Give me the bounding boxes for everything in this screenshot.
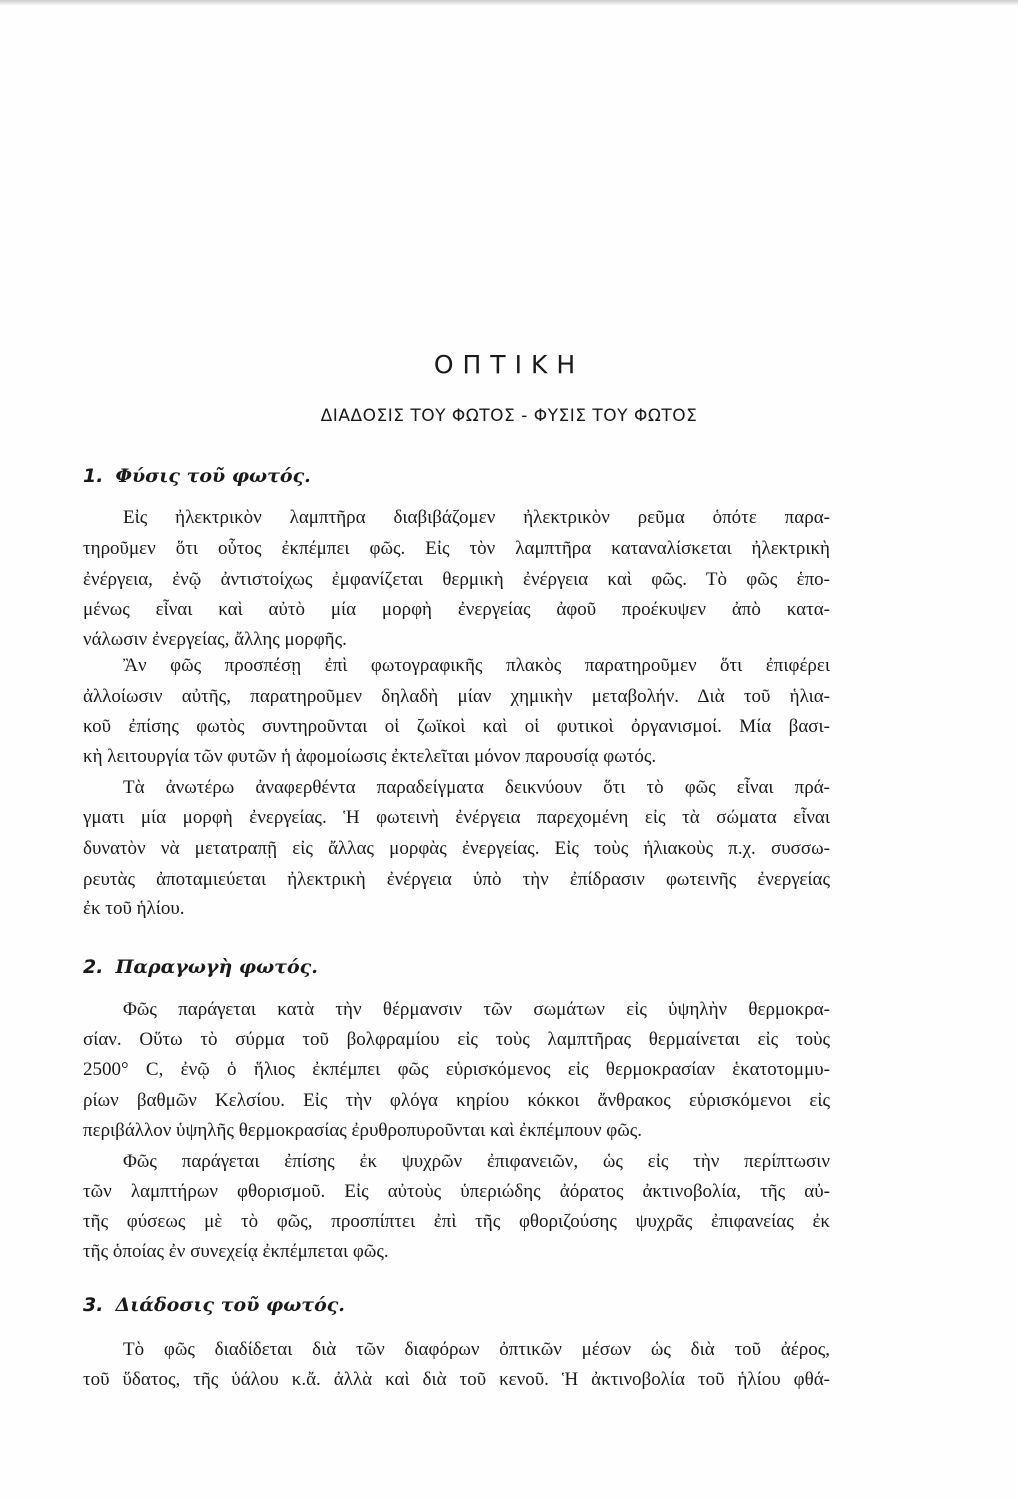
text-line: τηροῦμεν ὅτι οὗτος ἐκπέμπει φῶς. Εἰς τὸν λαμπτῆρα καταναλίσκεται ἠλεκτρικὴ: [83, 538, 830, 559]
text-line: Τὰ ἀνωτέρω ἀναφερθέντα παραδείγματα δεικνύουν ὅτι τὸ φῶς εἶναι πρά-: [123, 777, 830, 798]
text-line: μένως εἶναι καὶ αὐτὸ μία μορφὴ ἐνεργείας ἀφοῦ προέκυψεν ἀπὸ κατα-: [83, 599, 830, 620]
section-heading: [83, 465, 311, 487]
text-line: νάλωσιν ἐνεργείας, ἄλλης μορφῆς.: [83, 629, 347, 650]
text-line: κὴ λειτουργία τῶν φυτῶν ἡ ἀφομοίωσις ἐκτελεῖται μόνον παρουσίᾳ φωτός.: [83, 746, 657, 767]
text-line: περιβάλλον ὑψηλῆς θερμοκρασίας ἐρυθροπυροῦνται καὶ ἐκπέμπουν φῶς.: [83, 1120, 643, 1141]
text-line: ἐκ τοῦ ἡλίου.: [83, 898, 185, 919]
text-line: Τὸ φῶς διαδίδεται διὰ τῶν διαφόρων ὀπτικῶν μέσων ὡς διὰ τοῦ ἀέρος,: [123, 1339, 830, 1360]
section-heading: [83, 956, 318, 978]
text-line: γματι μία μορφὴ ἐνεργείας. Ἡ φωτεινὴ ἐνέργεια παρεχομένη εἰς τὰ σώματα εἶναι: [83, 807, 830, 828]
text-line: ρίων βαθμῶν Κελσίου. Εἰς τὴν φλόγα κηρίου κόκκοι ἄνθρακος εὑρισκόμενοι εἰς: [83, 1090, 830, 1111]
section-heading: [83, 1294, 345, 1316]
scan-edge: [0, 0, 1018, 6]
text-line: σίαν. Οὕτω τὸ σύρμα τοῦ βολφραμίου εἰς τοὺς λαμπτῆρας θερμαίνεται εἰς τοὺς: [83, 1029, 830, 1050]
section-number: 1.: [83, 465, 104, 487]
text-line: τῆς φύσεως μὲ τὸ φῶς, προσπίπτει ἐπὶ τῆς φθοριζούσης ψυχρᾶς ἐπιφανείας ἐκ: [83, 1211, 830, 1232]
section-number: 3.: [83, 1294, 104, 1316]
text-line: τῶν λαμπτήρων φθορισμοῦ. Εἰς αὐτοὺς ὑπεριώδης ἀόρατος ἀκτινοβολία, τῆς αὐ-: [83, 1181, 830, 1202]
section-title: Φύσις τοῦ φωτός.: [115, 465, 311, 487]
section-number: 2.: [83, 956, 104, 978]
text-line: 2500° C, ἐνῷ ὁ ἥλιος ἐκπέμπει φῶς εὑρισκόμενος εἰς θερμοκρασίαν ἑκατοτομμυ-: [83, 1059, 830, 1080]
text-line: τῆς ὁποίας ἐν συνεχείᾳ ἐκπέμπεται φῶς.: [83, 1241, 389, 1262]
text-line: τοῦ ὕδατος, τῆς ὑάλου κ.ἄ. ἀλλὰ καὶ διὰ τοῦ κενοῦ. Ἡ ἀκτινοβολία τοῦ ἡλίου φθά-: [83, 1369, 830, 1390]
text-line: Εἰς ἠλεκτρικὸν λαμπτῆρα διαβιβάζομεν ἠλεκτρικὸν ρεῦμα ὁπότε παρα-: [123, 507, 830, 528]
page-title: ΟΠΤΙΚΗ: [433, 350, 585, 379]
text-line: ἐνέργεια, ἐνῷ ἀντιστοίχως ἐμφανίζεται θερμικὴ ἐνέργεια καὶ φῶς. Τὸ φῶς ἑπο-: [83, 569, 830, 590]
section-title: Παραγωγὴ φωτός.: [115, 956, 318, 978]
text-line: ρευτὰς ἀποταμιεύεται ἠλεκτρικὴ ἐνέργεια ὑπὸ τὴν ἐπίδρασιν φωτεινῆς ἐνεργείας: [83, 869, 830, 890]
page-subtitle: ΔΙΑΔΟΣΙΣ ΤΟΥ ΦΩΤΟΣ - ΦΥΣΙΣ ΤΟΥ ΦΩΤΟΣ: [320, 406, 698, 426]
text-line: Φῶς παράγεται ἐπίσης ἐκ ψυχρῶν ἐπιφανειῶν, ὡς εἰς τὴν περίπτωσιν: [123, 1151, 830, 1172]
text-line: δυνατὸν νὰ μετατραπῇ εἰς ἄλλας μορφὰς ἐνεργείας. Εἰς τοὺς ἡλιακοὺς π.χ. συσσω-: [83, 838, 830, 859]
text-line: Φῶς παράγεται κατὰ τὴν θέρμανσιν τῶν σωμάτων εἰς ὑψηλὴν θερμοκρα-: [123, 999, 830, 1020]
text-line: κοῦ ἐπίσης φωτὸς συντηροῦνται οἱ ζωϊκοὶ καὶ οἱ φυτικοὶ ὀργανισμοί. Μία βασι-: [83, 716, 830, 737]
text-line: ἀλλοίωσιν αὐτῆς, παρατηροῦμεν δηλαδὴ μίαν χημικὴν μεταβολήν. Διὰ τοῦ ἡλια-: [83, 686, 830, 707]
text-line: Ἂν φῶς προσπέσῃ ἐπὶ φωτογραφικῆς πλακὸς παρατηροῦμεν ὅτι ἐπιφέρει: [123, 655, 830, 676]
section-title: Διάδοσις τοῦ φωτός.: [115, 1294, 345, 1316]
